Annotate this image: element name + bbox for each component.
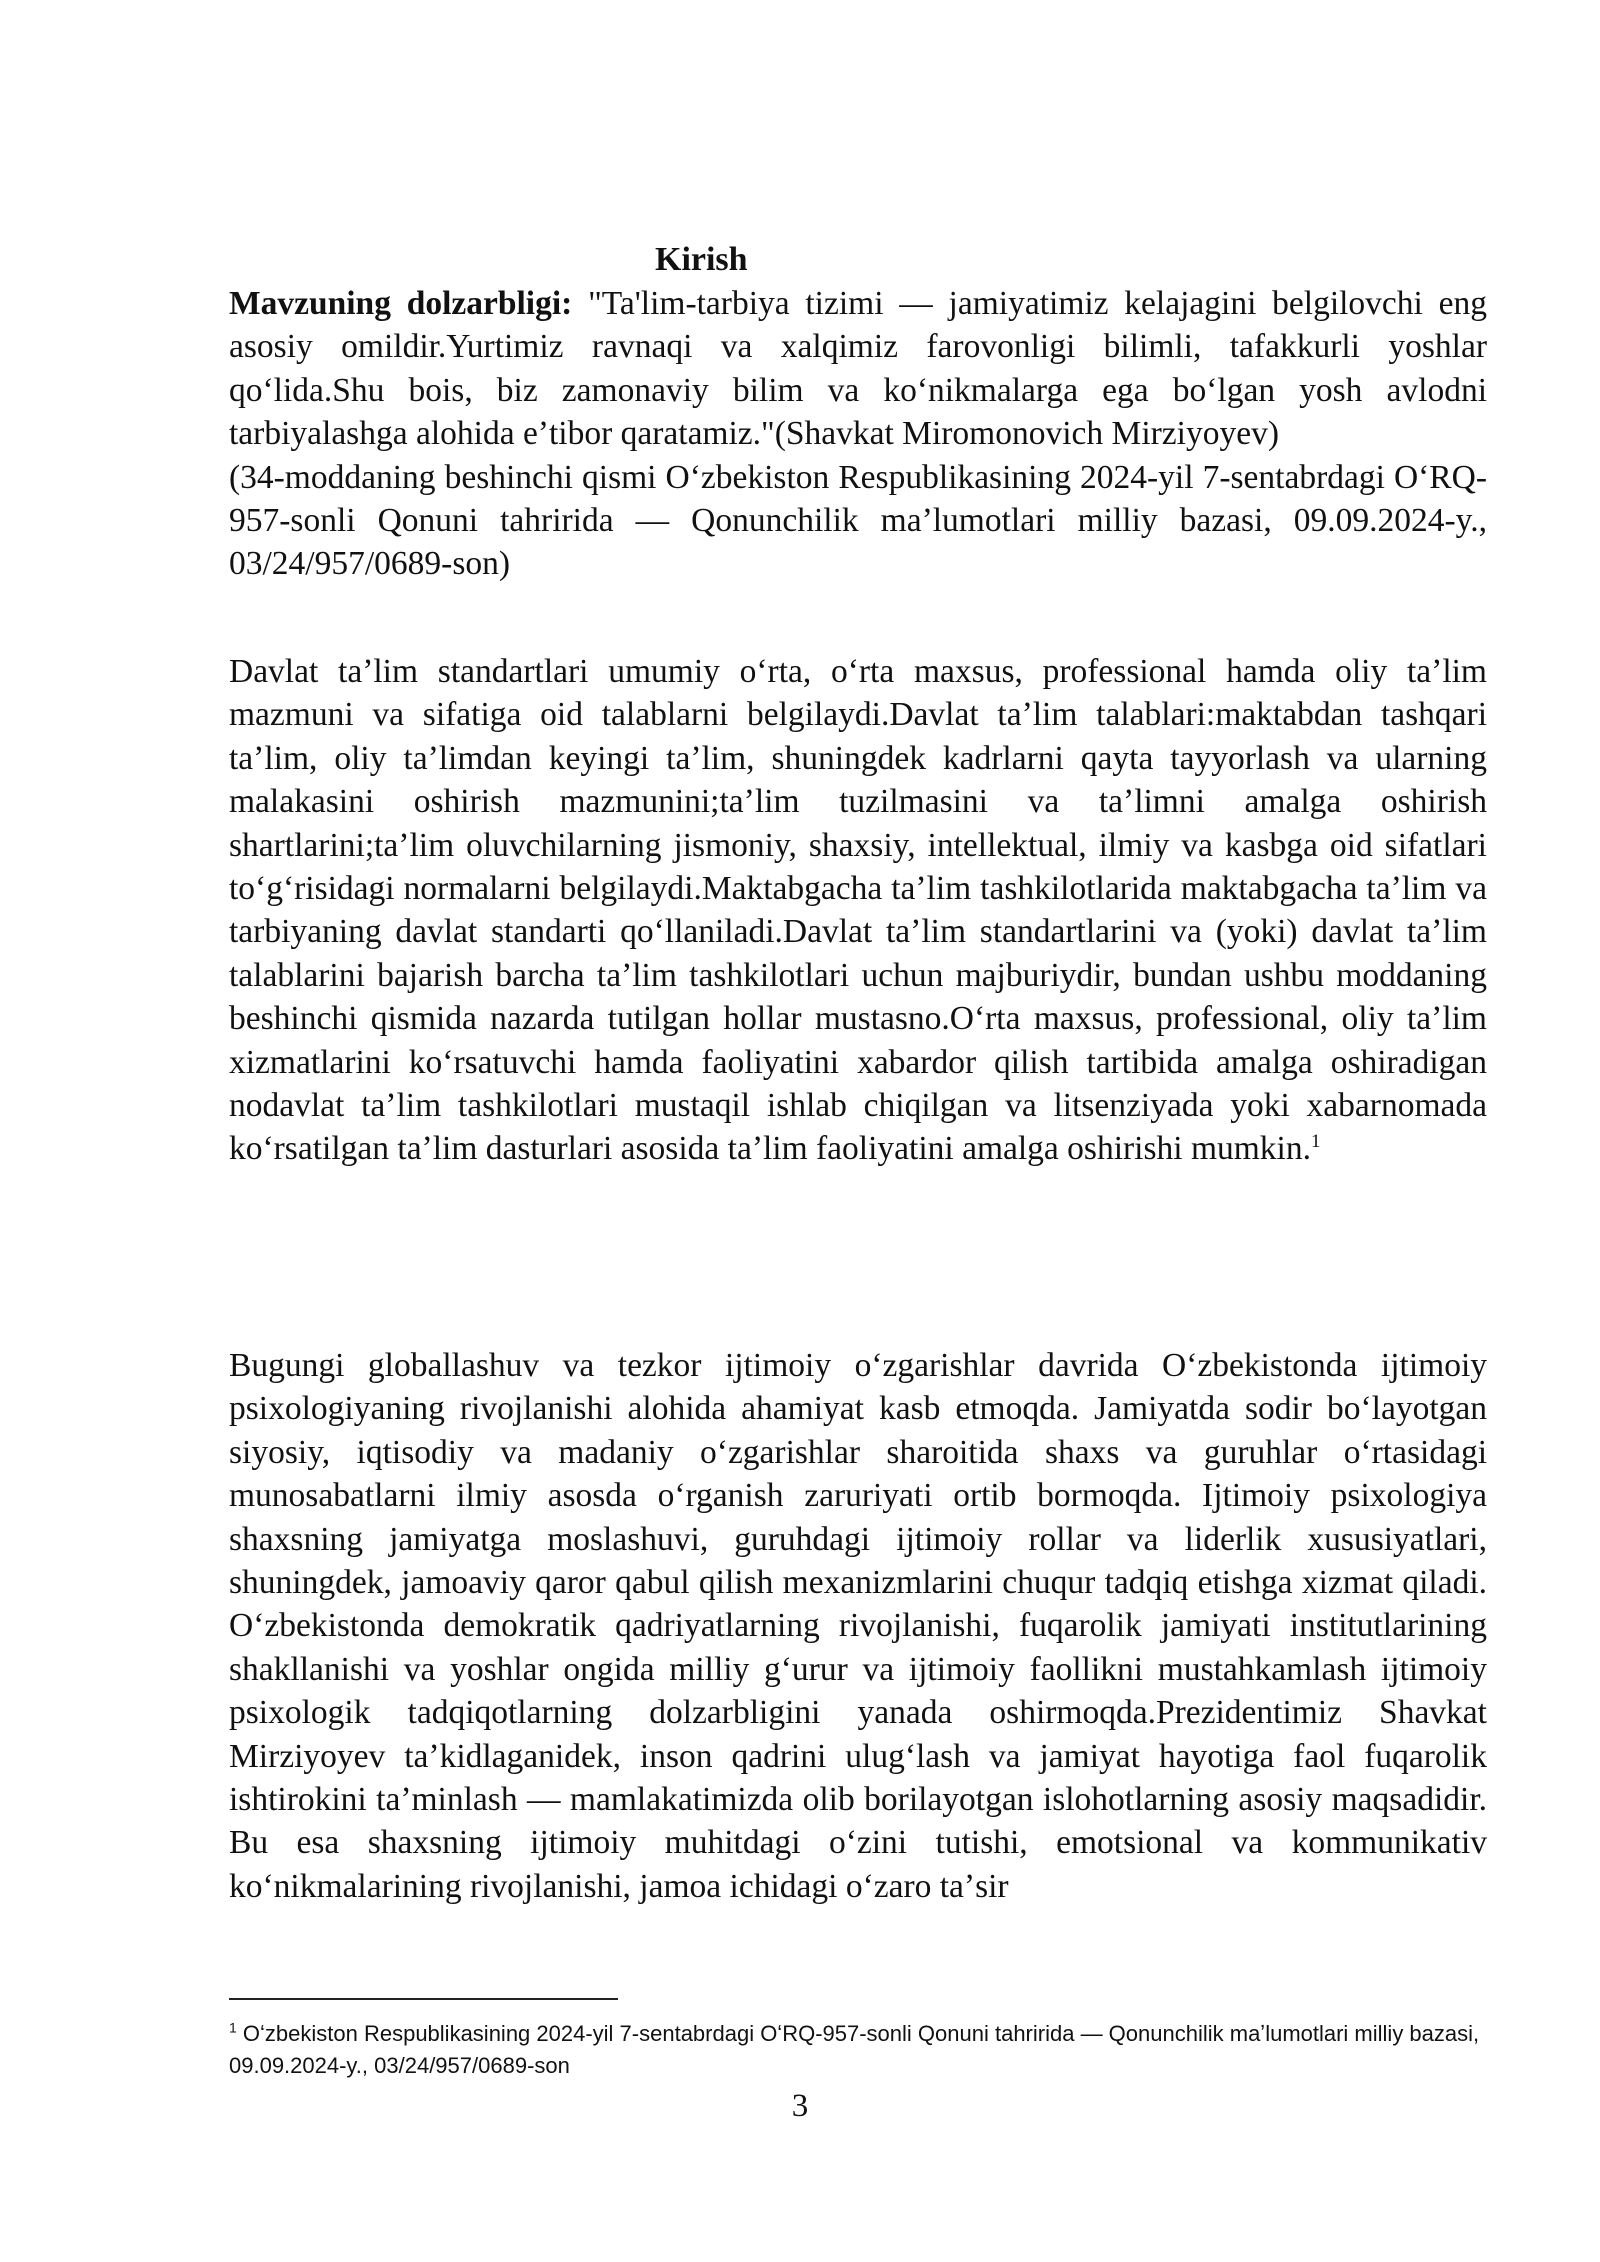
footnote-separator [229,1998,618,2000]
footnote-marker: 1 [229,2019,237,2036]
footnote-reference[interactable]: 1 [1311,1131,1321,1153]
standards-paragraph [229,650,1487,1171]
president-quote: "Ta'lim-tarbiya tizimi — jamiyatimiz kelajagini belgilovchi eng asosiy omildir.Yurtimiz ravnaqi va xalqimiz farovonligi bilimli, tafakkurli yoshlar qoʻlida.Shu bois, biz zamonaviy bilim va koʻnikmalarga ega boʻlgan yosh avlodni tarbiyalashga alohida eʼtibor qaratamiz."(Shavkat Miromonovich Mirziyoyev) [229,285,1487,453]
social-psychology-paragraph: Bugungi globallashuv va tezkor ijtimoiy oʻzgarishlar davrida Oʻzbekistonda ijtimoiy psixologiyaning rivojlanishi alohida ahamiyat kasb etmoqda. Jamiyatda sodir boʻlayotgan siyosiy, iqtisodiy va madaniy oʻzgarishlar sharoitida shaxs va guruhlar oʻrtasidagi munosabatlarni ilmiy asosda oʻrganish zaruriyati ortib bormoqda. Ijtimoiy psixologiya shaxsning jamiyatga moslashuvi, guruhdagi ijtimoiy rollar va liderlik xususiyatlari, shuningdek, jamoaviy qaror qabul qilish mexanizmlarini chuqur tadqiq etishga xizmat qiladi. Oʻzbekistonda demokratik qadriyatlarning rivojlanishi, fuqarolik jamiyati institutlarining shakllanishi va yoshlar ongida milliy gʻurur va ijtimoiy faollikni mustahkamlash ijtimoiy psixologik tadqiqotlarning dolzarbligini yanada oshirmoqda.Prezidentimiz Shavkat Mirziyoyev taʼkidlaganidek, inson qadrini ulugʻlash va jamiyat hayotiga faol fuqarolik ishtirokini taʼminlash — mamlakatimizda olib borilayotgan islohotlarning asosiy maqsadidir. Bu esa shaxsning ijtimoiy muhitdagi oʻzini tutishi, emotsional va kommunikativ koʻnikmalarining rivojlanishi, jamoa ichidagi oʻzaro taʼsir [229,1347,1487,1905]
footnote-text: Oʻzbekiston Respublikasining 2024-yil 7-sentabrdagi OʻRQ-957-sonli Qonuni tahririda — Qonunchilik maʼlumotlari milliy bazasi, 09.09.2024-y., 03/24/957/0689-son [229,2021,1480,2078]
footnote [229,2018,1487,2082]
law-citation: (34-moddaning beshinchi qismi Oʻzbekiston Respublikasining 2024-yil 7-sentabrdagi OʻRQ-957-sonli Qonuni tahririda — Qonunchilik maʼlumotlari milliy bazasi, 09.09.2024-y., 03/24/957/0689-son) [229,458,1487,583]
topic-relevance-label: Mavzuning dolzarbligi: [229,285,573,322]
intro-paragraph [229,282,1487,586]
section-heading: Kirish [655,241,748,278]
page-number: 3 [791,2088,809,2124]
standards-paragraph-text: Davlat taʼlim standartlari umumiy oʻrta, oʻrta maxsus, professional hamda oliy taʼlim mazmuni va sifatiga oid talablarni belgilaydi.Davlat taʼlim talablari:maktabdan tashqari taʼlim, oliy taʼlimdan keyingi taʼlim, shuningdek kadrlarni qayta tayyorlash va ularning malakasini oshirish mazmunini;taʼlim tuzilmasini va taʼlimni amalga oshirish shartlarini;taʼlim oluvchilarning jismoniy, shaxsiy, intellektual, ilmiy va kasbga oid sifatlari toʻgʻrisidagi normalarni belgilaydi.Maktabgacha taʼlim tashkilotlarida maktabgacha taʼlim va tarbiyaning davlat standarti qoʻllaniladi.Davlat taʼlim standartlarini va (yoki) davlat taʼlim talablarini bajarish barcha taʼlim tashkilotlari uchun majburiydir, bundan ushbu moddaning beshinchi qismida nazarda tutilgan hollar mustasno.Oʻrta maxsus, professional, oliy taʼlim xizmatlarini koʻrsatuvchi hamda faoliyatini xabardor qilish tartibida amalga oshiradigan nodavlat taʼlim tashkilotlari mustaqil ishlab chiqilgan va litsenziyada yoki xabarnomada koʻrsatilgan taʼlim dasturlari asosida taʼlim faoliyatini amalga oshirishi mumkin. [229,653,1487,1168]
